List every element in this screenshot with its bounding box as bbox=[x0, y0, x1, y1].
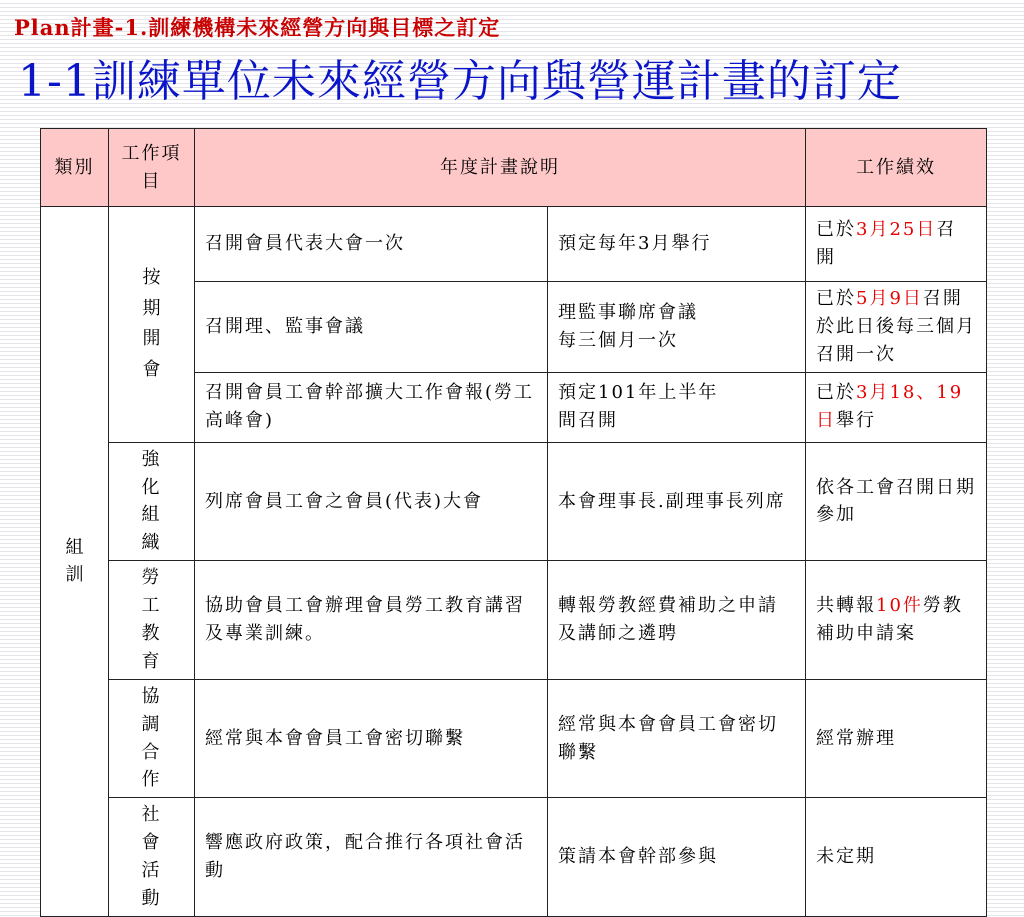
work-item-label: 按期開會 bbox=[142, 267, 163, 380]
performance-suffix: 召開於此日後每三個月召開一次 bbox=[816, 288, 976, 365]
plan-item: 協助會員工會辦理會員勞工教育講習及專業訓練。 bbox=[195, 561, 548, 680]
plan-item: 響應政府政策，配合推行各項社會活動 bbox=[195, 798, 548, 917]
plan-table bbox=[40, 128, 987, 917]
table-row bbox=[41, 679, 987, 798]
performance-cell bbox=[806, 282, 987, 373]
slide-subtitle: Plan計畫-1.訓練機構未來經營方向與目標之訂定 bbox=[14, 15, 501, 40]
header-category: 類別 bbox=[41, 129, 109, 207]
performance-cell bbox=[806, 207, 987, 282]
table-row bbox=[41, 798, 987, 917]
schedule-cell: 預定每年3月舉行 bbox=[548, 207, 806, 282]
header-work-item: 工作項目 bbox=[109, 129, 195, 207]
performance-prefix: 共轉報 bbox=[816, 595, 876, 617]
schedule-cell: 本會理事長.副理事長列席 bbox=[548, 442, 806, 561]
slide-title: 1-1訓練單位未來經營方向與營運計畫的訂定 bbox=[18, 56, 902, 107]
schedule-cell bbox=[548, 282, 806, 373]
schedule-cell bbox=[548, 372, 806, 442]
performance-suffix: 舉行 bbox=[836, 410, 876, 432]
category-cell-training bbox=[41, 207, 109, 917]
schedule-cell: 轉報勞教經費補助之申請及講師之遴聘 bbox=[548, 561, 806, 680]
performance-cell: 依各工會召開日期參加 bbox=[806, 442, 987, 561]
work-item-cell bbox=[109, 442, 195, 561]
performance-suffix: 召開 bbox=[816, 219, 957, 268]
plan-item: 召開會員工會幹部擴大工作會報(勞工高峰會) bbox=[195, 372, 548, 442]
performance-cell: 經常辦理 bbox=[806, 679, 987, 798]
table-header-row bbox=[41, 129, 987, 207]
header-annual-plan: 年度計畫說明 bbox=[195, 129, 806, 207]
work-item-label: 勞工教育 bbox=[141, 567, 162, 672]
performance-prefix: 已於 bbox=[816, 219, 856, 241]
performance-prefix: 已於 bbox=[816, 382, 856, 404]
performance-highlight: 3月25日 bbox=[856, 219, 937, 241]
performance-cell bbox=[806, 561, 987, 680]
table-row bbox=[41, 561, 987, 680]
schedule-line: 預定101年上半年 bbox=[558, 382, 719, 404]
performance-highlight: 3月18、19日 bbox=[816, 382, 964, 432]
work-item-cell bbox=[109, 679, 195, 798]
performance-prefix: 已於 bbox=[816, 288, 856, 309]
schedule-cell: 策請本會幹部參與 bbox=[548, 798, 806, 917]
plan-item: 召開理、監事會議 bbox=[195, 282, 548, 373]
category-label: 組訓 bbox=[65, 536, 86, 586]
plan-item: 經常與本會會員工會密切聯繫 bbox=[195, 679, 548, 798]
plan-item: 召開會員代表大會一次 bbox=[195, 207, 548, 282]
schedule-cell: 經常與本會會員工會密切聯繫 bbox=[548, 679, 806, 798]
performance-cell: 未定期 bbox=[806, 798, 987, 917]
work-item-cell bbox=[109, 798, 195, 917]
schedule-line: 每三個月一次 bbox=[558, 329, 678, 351]
work-item-cell bbox=[109, 561, 195, 680]
work-item-regular-meeting bbox=[109, 207, 195, 443]
header-performance: 工作績效 bbox=[806, 129, 987, 207]
performance-cell bbox=[806, 372, 987, 442]
performance-highlight: 5月9日 bbox=[856, 288, 923, 309]
schedule-line: 理監事聯席會議 bbox=[558, 301, 698, 323]
work-item-label: 協調合作 bbox=[141, 685, 162, 791]
performance-highlight: 10件 bbox=[876, 595, 923, 617]
schedule-line: 間召開 bbox=[558, 410, 618, 432]
table-row bbox=[41, 442, 987, 561]
work-item-label: 強化組織 bbox=[141, 448, 162, 554]
plan-item: 列席會員工會之會員(代表)大會 bbox=[195, 442, 548, 561]
table-row bbox=[41, 207, 987, 282]
work-item-label: 社會活動 bbox=[141, 804, 162, 910]
performance-suffix: 勞教補助申請案 bbox=[816, 595, 963, 645]
